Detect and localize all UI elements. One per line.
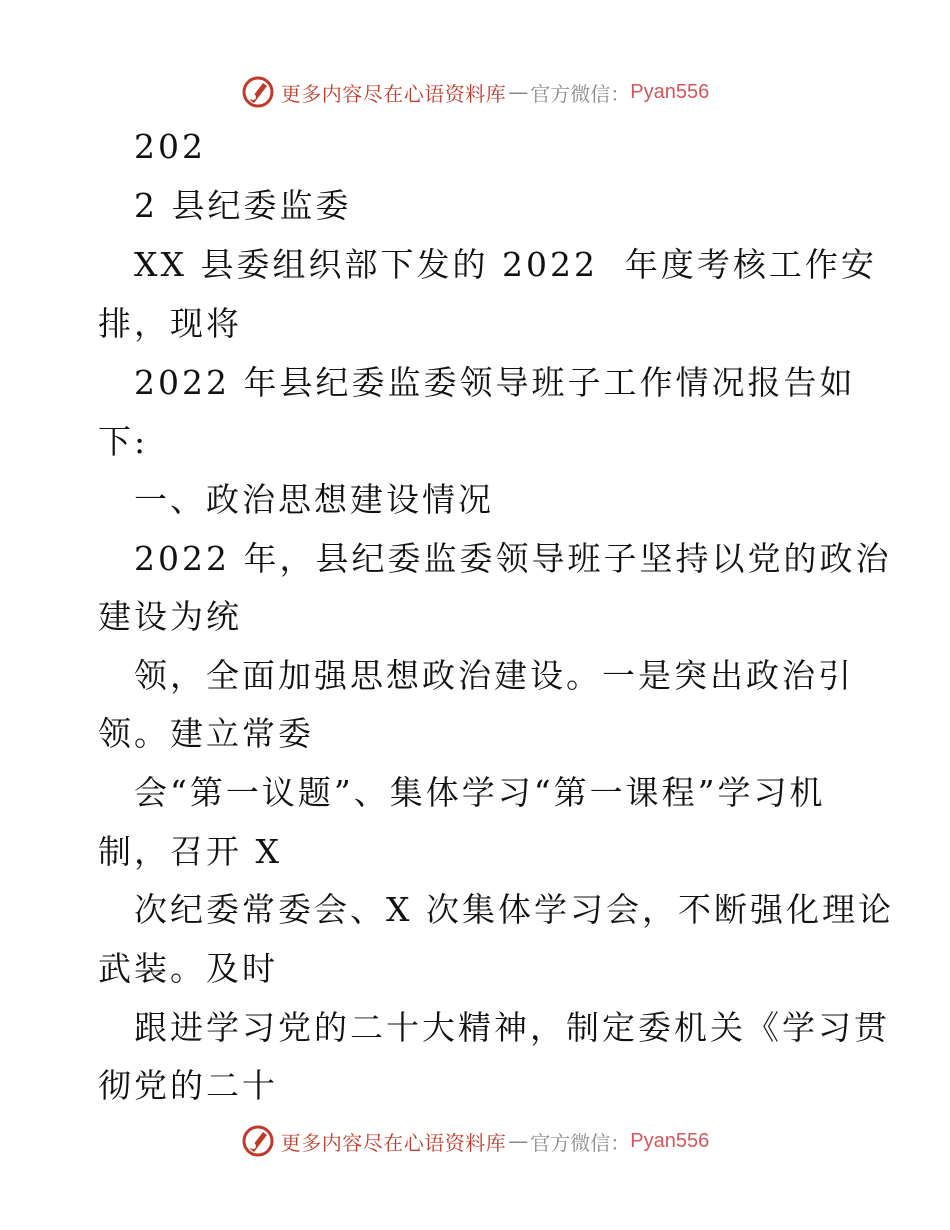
header-watermark <box>0 72 950 112</box>
text-line: 领，全面加强思想政治建设。一是突出政治引 <box>134 656 854 695</box>
text-line: 2 县纪委监委 <box>134 186 352 225</box>
text-line: 武装。及时 <box>98 949 278 988</box>
text-line: 次纪委常委会、X 次集体学习会，不断强化理论 <box>134 890 894 929</box>
seal-pen-icon <box>241 75 275 109</box>
text-line: 制，召开 X <box>98 832 282 871</box>
text-line: 会“第一议题”、集体学习“第一课程”学习机 <box>134 773 826 812</box>
watermark-wechat-id: Pyan556 <box>630 1129 710 1152</box>
watermark-main-text: 更多内容尽在心语资料库 <box>280 1130 507 1155</box>
section-heading: 一、政治思想建设情况 <box>134 480 494 519</box>
text-line: 202 <box>134 127 206 166</box>
watermark-wechat-label: 官方微信： <box>530 1130 631 1155</box>
watermark-wechat-id: Pyan556 <box>630 80 710 103</box>
text-line: 建设为统 <box>98 597 242 636</box>
text-line: XX 县委组织部下发的 2022 年度考核工作安 <box>134 245 877 284</box>
watermark-dash: — <box>508 1129 529 1153</box>
footer-watermark <box>0 1121 950 1161</box>
text-line: 彻党的二十 <box>98 1066 278 1105</box>
text-line: 2022 年，县纪委监委领导班子坚持以党的政治 <box>134 539 892 578</box>
text-line: 排，现将 <box>98 304 242 343</box>
text-line: 跟进学习党的二十大精神，制定委机关《学习贯 <box>134 1008 890 1047</box>
watermark-main-text: 更多内容尽在心语资料库 <box>280 81 507 106</box>
text-line: 下: <box>98 422 149 461</box>
text-line: 领。建立常委 <box>98 714 314 753</box>
text-line: 2022 年县纪委监委领导班子工作情况报告如 <box>134 363 856 402</box>
watermark-dash: — <box>508 80 529 104</box>
seal-pen-icon <box>241 1124 275 1158</box>
watermark-wechat-label: 官方微信： <box>530 81 631 106</box>
